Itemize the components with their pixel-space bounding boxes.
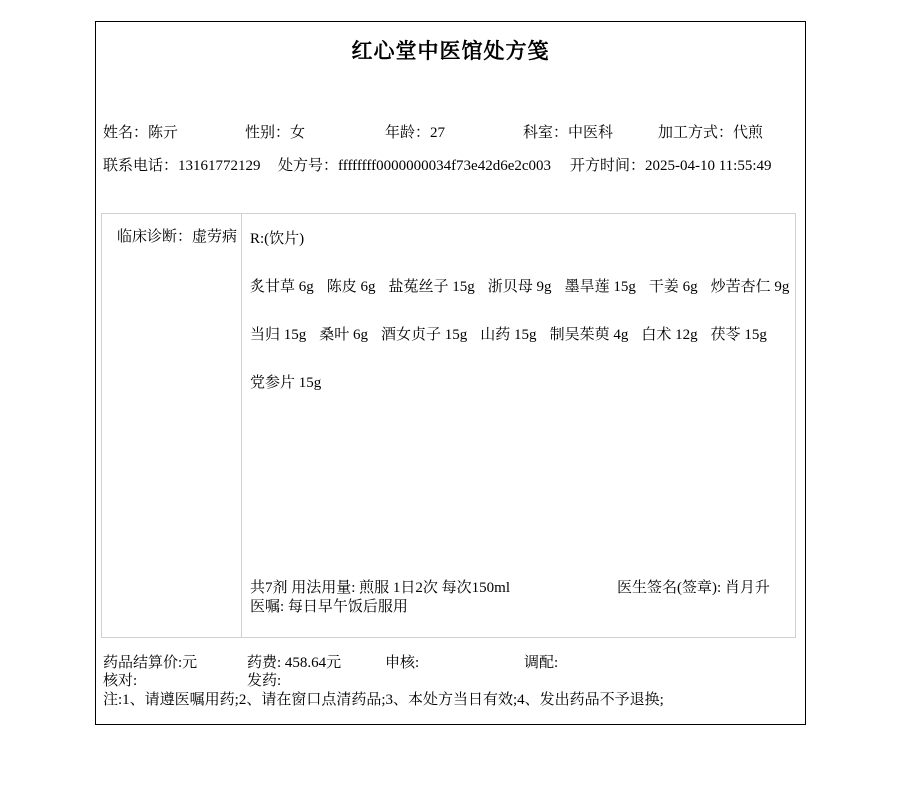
contact-phone-field: 联系电话：13161772129 — [103, 158, 261, 174]
issue-time-field: 开方时间：2025-04-10 11:55:49 — [570, 158, 772, 174]
medicine-fee: 药费: 458.64元 — [247, 655, 342, 671]
usage-directions: 共7剂 用法用量: 煎服 1日2次 每次150ml — [250, 580, 511, 596]
rx-item: 陈皮 6g — [326, 279, 376, 295]
rx-item: 酒女贞子 15g — [381, 327, 468, 343]
rx-item: 当归 15g — [250, 327, 307, 343]
rx-item: 炒苦杏仁 9g — [710, 279, 790, 295]
rx-item: 墨旱莲 15g — [564, 279, 636, 295]
rx-item: 浙贝母 9g — [487, 279, 552, 295]
doctor-signature: 医生签名(签章): 肖月升 — [617, 580, 770, 596]
rx-line — [250, 371, 785, 419]
page-title: 红心堂中医馆处方笺 — [351, 39, 550, 63]
prescription-box — [101, 213, 796, 638]
patient-gender-field: 性别：女 — [245, 125, 306, 141]
rx-item: 盐菟丝子 15g — [388, 279, 475, 295]
rx-item: 茯苓 15g — [710, 327, 767, 343]
patient-name-field: 姓名：陈亓 — [103, 125, 179, 141]
check-label: 核对: — [103, 673, 138, 689]
dispense-label: 发药: — [247, 673, 282, 689]
department-field: 科室：中医科 — [523, 125, 614, 141]
clinical-diagnosis: 临床诊断：虚劳病 — [117, 229, 238, 245]
column-divider — [241, 214, 242, 637]
rx-item: 干姜 6g — [648, 279, 698, 295]
rx-line — [250, 323, 785, 371]
rx-item: 山药 15g — [480, 327, 537, 343]
usage-notes: 注:1、请遵医嘱用药;2、请在窗口点清药品;3、本处方当日有效;4、发出药品不予退换; — [103, 692, 664, 708]
rx-header: R:(饮片) — [250, 231, 305, 247]
rx-item: 制吴茱萸 4g — [549, 327, 629, 343]
rx-item: 桑叶 6g — [319, 327, 369, 343]
prescription-sheet — [95, 21, 806, 725]
rx-item: 炙甘草 6g — [250, 279, 314, 295]
rx-lines — [250, 275, 790, 419]
rx-line — [250, 275, 790, 323]
rx-item: 党参片 15g — [250, 375, 322, 391]
patient-age-field: 年龄：27 — [385, 125, 446, 141]
rx-item: 白术 12g — [641, 327, 698, 343]
prescription-number-field: 处方号：ffffffff0000000034f73e42d6e2c003 — [278, 158, 552, 174]
settlement-price-label: 药品结算价:元 — [103, 655, 198, 671]
review-label: 申核: — [385, 655, 420, 671]
processing-method-field: 加工方式：代煎 — [658, 125, 764, 141]
prepare-label: 调配: — [524, 655, 559, 671]
doctor-advice: 医嘱: 每日早午饭后服用 — [250, 599, 408, 615]
